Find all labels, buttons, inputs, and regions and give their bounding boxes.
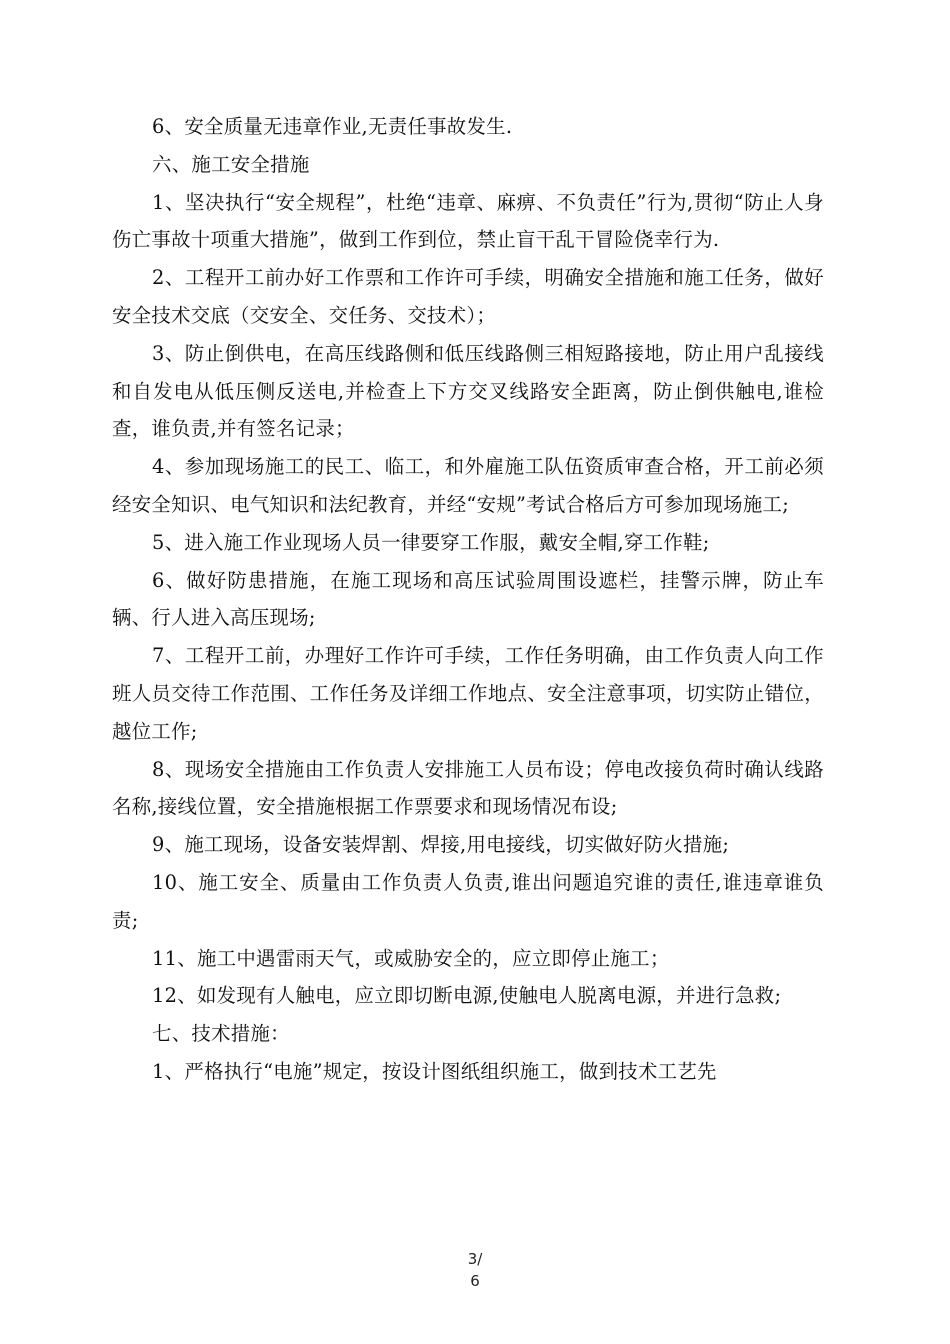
- page-number: [0, 1248, 950, 1292]
- document-body: [112, 108, 824, 1091]
- paragraph-safety-11: 11、施工中遇雷雨天气，或威胁安全的，应立即停止施工；: [152, 946, 670, 970]
- paragraph-safety-5: 5、进入施工作业现场人员一律要穿工作服，戴安全帽,穿工作鞋;: [152, 530, 710, 554]
- paragraph-technical-1: 1、严格执行“电施”规定，按设计图纸组织施工，做到技术工艺先: [152, 1059, 717, 1083]
- section-heading-technical-measures: 七、技术措施：: [152, 1022, 290, 1046]
- paragraph-safety-12: 12、如发现有人触电，应立即切断电源,使触电人脱离电源，并进行急救;: [152, 984, 782, 1008]
- paragraph-safety-9: 9、施工现场，设备安装焊割、焊接,用电接线，切实做好防火措施;: [152, 833, 730, 857]
- page-number-current: 3/: [467, 1250, 483, 1268]
- section-heading-safety-measures: 六、施工安全措施: [152, 152, 310, 176]
- paragraph-safety-7: 7、工程开工前，办理好工作许可手续，工作任务明确，由工作负责人向工作班人员交待工作范围、工作任务及详细工作地点、安全注意事项，切实防止错位，越位工作;: [112, 644, 824, 743]
- page-number-total: 6: [470, 1272, 480, 1290]
- paragraph-safety-8: 8、现场安全措施由工作负责人安排施工人员布设；停电改接负荷时确认线路名称,接线位置，安全措施根据工作票要求和现场情况布设;: [112, 757, 824, 819]
- paragraph-safety-2: 2、工程开工前办好工作票和工作许可手续，明确安全措施和施工任务，做好安全技术交底（交安全、交任务、交技术）；: [112, 266, 824, 327]
- paragraph-safety-1: 1、坚决执行“安全规程”，杜绝“违章、麻痹、不负责任”行为,贯彻“防止人身伤亡事故十项重大措施”，做到工作到位，禁止盲干乱干冒险侥幸行为.: [112, 190, 824, 252]
- paragraph-safety-10: 10、施工安全、质量由工作负责人负责,谁出问题追究谁的责任,谁违章谁负责;: [112, 870, 824, 932]
- paragraph-safety-4: 4、参加现场施工的民工、临工，和外雇施工队伍资质审查合格，开工前必须经安全知识、电气知识和法纪教育，并经“安规”考试合格后方可参加现场施工;: [112, 455, 824, 516]
- paragraph-safety-6: 6、做好防患措施，在施工现场和高压试验周围设遮栏，挂警示牌，防止车辆、行人进入高压现场;: [112, 568, 824, 630]
- paragraph-quality-goal: 6、安全质量无违章作业,无责任事故发生.: [152, 115, 513, 138]
- paragraph-safety-3: 3、防止倒供电，在高压线路侧和低压线路侧三相短路接地，防止用户乱接线和自发电从低压侧反送电,并检查上下方交叉线路安全距离，防止倒供触电,谁检查，谁负责,并有签名记录；: [112, 341, 824, 441]
